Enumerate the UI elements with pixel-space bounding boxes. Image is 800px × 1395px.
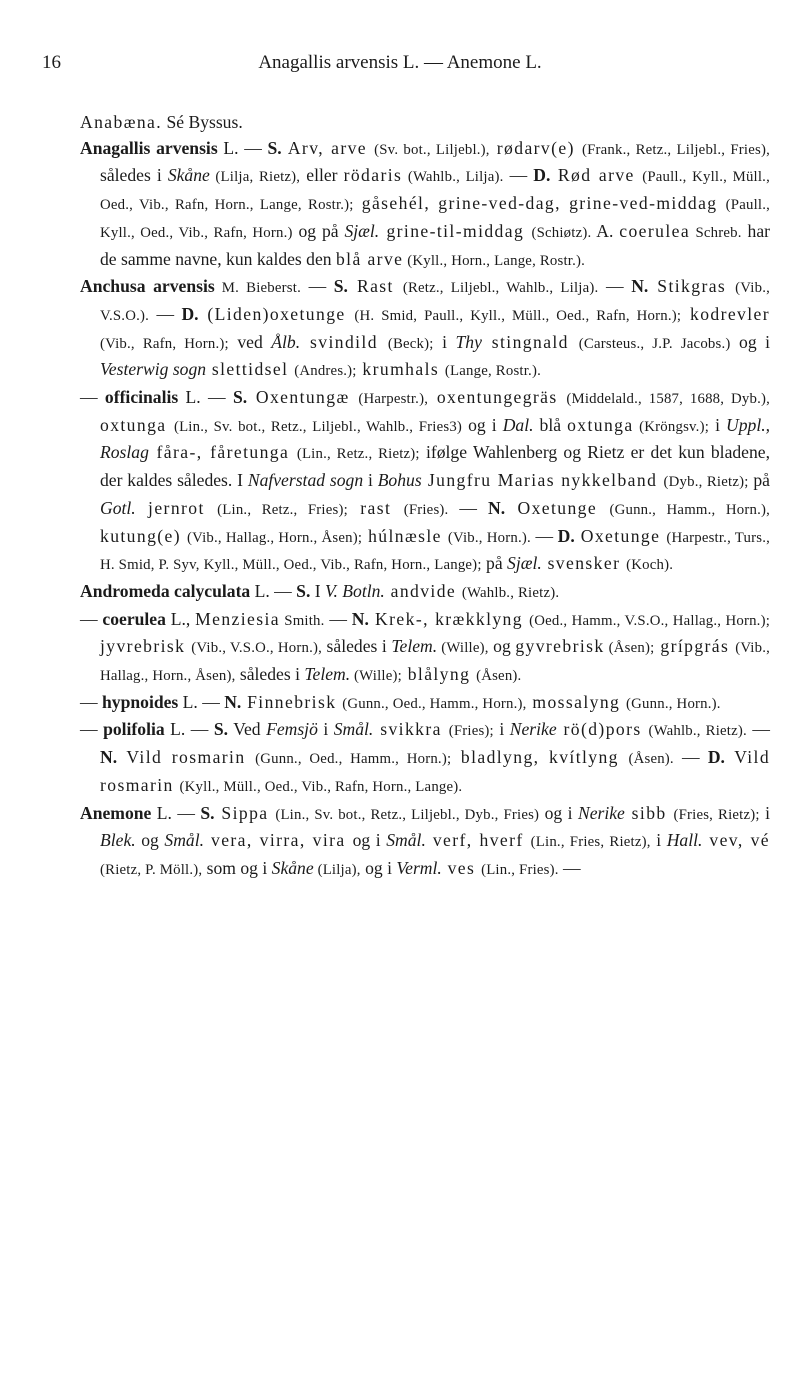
text: — bbox=[598, 276, 632, 297]
vernacular-name: Jungfru Marias nykkelband bbox=[421, 470, 664, 491]
vernacular-name: svikkra bbox=[373, 719, 449, 740]
source-citation: (Middelald., 1587, 1688, Dyb.), bbox=[566, 391, 770, 408]
language-mark: N. bbox=[351, 608, 369, 629]
text: i bbox=[650, 830, 667, 851]
vernacular-name: jernrot bbox=[135, 497, 218, 518]
vernacular-name: blå arve bbox=[335, 248, 404, 269]
text: på bbox=[481, 553, 508, 574]
text: L. — bbox=[217, 137, 268, 158]
text: L. — bbox=[164, 719, 214, 740]
place-name: V. Botln. bbox=[325, 580, 385, 601]
source-citation: (Sv. bot., Liljebl.), bbox=[374, 141, 490, 158]
text: i bbox=[317, 719, 334, 740]
place-name: Hall. bbox=[666, 830, 703, 851]
entry-andromeda-polifolia bbox=[80, 717, 770, 800]
place-name: Smål. bbox=[164, 830, 205, 851]
source-citation: (Lilja, Rietz), bbox=[209, 169, 301, 186]
source-citation: (Lin., Sv. bot., Retz., Liljebl., Dyb., Fries) bbox=[275, 806, 540, 823]
place-name: Blek. bbox=[100, 830, 136, 851]
place-name: Bohus bbox=[377, 470, 422, 491]
vernacular-name: verf, hverf bbox=[425, 830, 531, 851]
text: L., bbox=[165, 608, 196, 629]
entry-andromeda bbox=[80, 579, 770, 607]
vernacular-name: gyvrebrisk bbox=[515, 636, 605, 657]
source-citation: (Beck); bbox=[387, 335, 434, 352]
source-citation: (Paull., Kyll., Müll., Oed., Vib., Rafn, Horn., Lange, Rostr.); bbox=[100, 169, 770, 214]
source-citation: (Vib., Horn.). bbox=[447, 529, 531, 546]
text: — bbox=[324, 608, 352, 629]
source-citation: (Oed., Hamm., V.S.O., Hallag., Horn.); bbox=[529, 612, 771, 629]
place-name: Smål. bbox=[333, 719, 374, 740]
source-citation: (Vib., V.S.O.). bbox=[100, 280, 771, 324]
text: — bbox=[673, 747, 708, 768]
vernacular-name: oxtunga bbox=[100, 414, 174, 435]
place-name: Ålb. bbox=[271, 331, 301, 352]
species-name: Menziesia bbox=[195, 608, 280, 629]
language-mark: S. bbox=[333, 276, 348, 297]
place-name: Skåne bbox=[271, 857, 314, 878]
place-name: Dal. bbox=[502, 414, 534, 435]
text: L. — bbox=[151, 802, 201, 823]
text: som og i bbox=[202, 857, 272, 878]
text: og i bbox=[730, 331, 770, 352]
vernacular-name: Oxetunge bbox=[505, 497, 610, 518]
source-citation: (Gunn., Oed., Hamm., Horn.), bbox=[342, 695, 527, 712]
text: — bbox=[80, 719, 104, 740]
source-citation: (Wahlb., Lilja). bbox=[402, 169, 504, 186]
vernacular-name: grine-til-middag bbox=[379, 220, 532, 241]
vernacular-name: rast bbox=[347, 497, 404, 518]
headword: polifolia bbox=[103, 719, 165, 740]
source-citation: (Wille), bbox=[437, 640, 489, 657]
text: — bbox=[746, 719, 770, 740]
vernacular-name: Krek-, krækklyng bbox=[368, 608, 530, 629]
source-citation: (Åsen). bbox=[476, 668, 522, 685]
vernacular-name: (Liden)oxetunge bbox=[198, 303, 355, 324]
text: I bbox=[310, 580, 326, 601]
text: — bbox=[503, 165, 534, 186]
vernacular-name: andvide bbox=[384, 580, 462, 601]
cross-reference: Sé Byssus. bbox=[162, 112, 243, 132]
text: og i bbox=[352, 830, 387, 851]
source-citation: (Carsteus., J.P. Jacobs.) bbox=[578, 335, 731, 352]
running-title: Anagallis arvensis L. — Anemone L. bbox=[258, 52, 542, 73]
source-citation: (Andres.); bbox=[294, 363, 357, 380]
place-name: Skåne bbox=[167, 165, 210, 186]
vernacular-name: svindild bbox=[300, 331, 388, 352]
source-citation: (Lin., Retz., Fries); bbox=[217, 501, 348, 518]
text: således i bbox=[100, 165, 168, 186]
entry-anabaena bbox=[80, 110, 770, 136]
place-name: Gotl. bbox=[100, 497, 136, 518]
vernacular-name: Vild rosmarin bbox=[100, 747, 771, 795]
text: eller bbox=[300, 165, 344, 186]
vernacular-name: rödaris bbox=[343, 165, 403, 186]
language-mark: S. bbox=[232, 387, 248, 408]
vernacular-name: jyvrebrisk bbox=[100, 636, 192, 657]
entry-andromeda-hypnoides bbox=[80, 690, 770, 718]
vernacular-name: vera, virra, vira bbox=[204, 830, 353, 851]
text: og bbox=[135, 830, 165, 851]
source-citation: (Koch). bbox=[626, 557, 674, 574]
place-name: Sjæl. bbox=[507, 553, 542, 574]
entry-anchusa bbox=[80, 274, 770, 385]
source-citation: (Retz., Liljebl., Wahlb., Lilja). bbox=[402, 280, 599, 297]
language-mark: N. bbox=[487, 497, 506, 518]
vernacular-name: vev, vé bbox=[702, 830, 771, 851]
text: ved bbox=[228, 331, 272, 352]
text: L. — bbox=[250, 580, 297, 601]
vernacular-name: krumhals bbox=[356, 359, 445, 380]
source-citation: (Wahlb., Rietz). bbox=[648, 723, 747, 740]
source-citation: (Harpestr., Turs., H. Smid, P. Syv, Kyll., Müll., Oed., Vib., Rafn, Horn., Lange); bbox=[100, 529, 770, 574]
headword: Andromeda calyculata bbox=[80, 580, 251, 601]
entry-anemone bbox=[80, 801, 770, 884]
place-name: Sjæl. bbox=[344, 220, 380, 241]
entry-anagallis bbox=[80, 136, 770, 275]
vernacular-name: gåsehél, grine-ved-dag, grine-ved-middag bbox=[353, 193, 726, 214]
headword: Anagallis arvensis bbox=[80, 137, 218, 158]
vernacular-name: Rast bbox=[347, 276, 403, 297]
text: — bbox=[80, 387, 105, 408]
headword: hypnoides bbox=[102, 691, 179, 712]
text: — bbox=[80, 691, 102, 712]
source-citation: (H. Smid, Paull., Kyll., Müll., Oed., Rafn, Horn.); bbox=[354, 307, 682, 324]
vernacular-name: kodrevler bbox=[681, 303, 771, 324]
vernacular-name: slettidsel bbox=[206, 359, 295, 380]
text: ifølge Wahlenberg og Rietz er det kun bladene, der kaldes således. I bbox=[100, 442, 770, 491]
source-citation: (Harpestr.), bbox=[358, 391, 429, 408]
vernacular-name: grípgrás bbox=[654, 636, 736, 657]
place-name: Nerike bbox=[509, 719, 557, 740]
vernacular-name: kutung(e) bbox=[100, 525, 187, 546]
text: — bbox=[80, 608, 103, 629]
source-citation: Schreb. bbox=[690, 224, 742, 241]
source-citation: (Vib., Rafn, Horn.); bbox=[100, 335, 229, 352]
vernacular-name: svensker bbox=[541, 553, 627, 574]
source-citation: (Schiøtz). bbox=[531, 224, 592, 241]
language-mark: N. bbox=[100, 747, 118, 768]
vernacular-name: ves bbox=[441, 857, 482, 878]
vernacular-name: fåra-, fåretunga bbox=[148, 442, 297, 463]
place-name: Nerike bbox=[577, 802, 625, 823]
source-citation: (Lin., Retz., Rietz); bbox=[296, 446, 420, 463]
source-citation: (Vib., Hallag., Horn., Åsen); bbox=[186, 529, 363, 546]
text: — bbox=[558, 857, 581, 878]
text: og i bbox=[539, 802, 578, 823]
vernacular-name: Finnebrisk bbox=[241, 691, 343, 712]
source-citation: (Kröngsv.); bbox=[633, 418, 710, 435]
language-mark: N. bbox=[224, 691, 242, 712]
vernacular-name: oxtunga bbox=[567, 414, 634, 435]
text: A. bbox=[591, 220, 620, 241]
vernacular-name: Vild rosmarin bbox=[117, 747, 256, 768]
vernacular-name: stingnald bbox=[481, 331, 579, 352]
place-name: Femsjö bbox=[266, 719, 318, 740]
language-mark: N. bbox=[631, 276, 649, 297]
language-mark: D. bbox=[707, 747, 725, 768]
source-citation: (Lin., Fries, Rietz), bbox=[530, 834, 651, 851]
headword: coerulea bbox=[102, 608, 166, 629]
text: i bbox=[709, 414, 727, 435]
place-name: Verml. bbox=[396, 857, 442, 878]
source-citation: (Fries, Rietz); bbox=[673, 806, 760, 823]
source-citation: (Gunn., Hamm., Horn.), bbox=[609, 501, 771, 518]
vernacular-name: Arv, arve bbox=[281, 137, 375, 158]
text: og bbox=[488, 636, 516, 657]
vernacular-name: Rød arve bbox=[550, 165, 643, 186]
species-name: coerulea bbox=[619, 220, 691, 241]
place-name: Nafverstad sogn bbox=[247, 470, 364, 491]
text: — bbox=[300, 276, 334, 297]
place-name: Smål. bbox=[386, 830, 426, 851]
vernacular-name: sibb bbox=[624, 802, 674, 823]
text: L. — bbox=[178, 387, 233, 408]
headword: Anemone bbox=[80, 802, 152, 823]
text: og i bbox=[462, 414, 503, 435]
vernacular-name: Oxentungæ bbox=[247, 387, 359, 408]
language-mark: D. bbox=[557, 525, 575, 546]
vernacular-name: Sippa bbox=[214, 802, 276, 823]
source-citation: (Fries). bbox=[403, 501, 449, 518]
language-mark: S. bbox=[213, 719, 229, 740]
text: og på bbox=[292, 220, 345, 241]
text: har de samme navne, kun kaldes den bbox=[100, 220, 770, 269]
source-citation: (Gunn., Oed., Hamm., Horn.); bbox=[255, 751, 452, 768]
source-citation: M. Bieberst. bbox=[214, 280, 301, 297]
source-citation: (Wille); bbox=[350, 668, 402, 685]
text: blå bbox=[533, 414, 568, 435]
entry-anchusa-officinalis bbox=[80, 385, 770, 579]
vernacular-name: bladlyng, kvítlyng bbox=[451, 747, 629, 768]
text: og i bbox=[360, 857, 397, 878]
source-citation: (Vib., V.S.O., Horn.), bbox=[191, 640, 322, 657]
source-citation: (Vib., Hallag., Horn., Åsen), bbox=[100, 640, 771, 685]
text: således i bbox=[322, 636, 392, 657]
language-mark: S. bbox=[296, 580, 311, 601]
vernacular-name: húlnæsle bbox=[362, 525, 448, 546]
source-citation: (Frank., Retz., Liljebl., Fries), bbox=[581, 141, 770, 158]
place-name: Vesterwig sogn bbox=[100, 359, 207, 380]
language-mark: S. bbox=[200, 802, 215, 823]
text: — bbox=[530, 525, 558, 546]
source-citation: (Wahlb., Rietz). bbox=[461, 584, 560, 601]
text: i bbox=[363, 470, 378, 491]
source-citation: (Gunn., Horn.). bbox=[626, 695, 721, 712]
vernacular-name: oxentungegräs bbox=[428, 387, 567, 408]
source-citation: (Lange, Rostr.). bbox=[444, 363, 541, 380]
place-name: Telem. bbox=[391, 636, 438, 657]
text: — bbox=[448, 497, 488, 518]
source-citation: (Lin., Sv. bot., Retz., Liljebl., Wahlb., Fries3) bbox=[173, 418, 463, 435]
source-citation: (Rietz, P. Möll.), bbox=[100, 861, 203, 878]
source-citation: (Kyll., Müll., Oed., Vib., Rafn, Horn., Lange). bbox=[179, 778, 463, 795]
page-header bbox=[0, 52, 800, 78]
place-name: Uppl., Roslag bbox=[100, 414, 770, 463]
vernacular-name: rødarv(e) bbox=[489, 137, 582, 158]
vernacular-name: blålyng bbox=[401, 664, 477, 685]
source-citation: (Fries); bbox=[448, 723, 494, 740]
source-citation: (Kyll., Horn., Lange, Rostr.). bbox=[403, 252, 586, 269]
text: Ved bbox=[228, 719, 267, 740]
text: — bbox=[149, 303, 182, 324]
headword: officinalis bbox=[104, 387, 179, 408]
text: således i bbox=[235, 664, 305, 685]
source-citation: (Lin., Fries). bbox=[481, 861, 559, 878]
text: i bbox=[493, 719, 510, 740]
text: i bbox=[433, 331, 456, 352]
vernacular-name: Oxetunge bbox=[574, 525, 667, 546]
source-citation: (Åsen); bbox=[604, 640, 655, 657]
vernacular-name: rö(d)pors bbox=[556, 719, 649, 740]
text: i bbox=[759, 802, 770, 823]
page-number: 16 bbox=[42, 52, 61, 73]
language-mark: S. bbox=[267, 137, 282, 158]
entry-andromeda-coerulea bbox=[80, 607, 770, 690]
source-citation: Smith. bbox=[279, 612, 325, 629]
dictionary-body bbox=[80, 110, 770, 884]
place-name: Thy bbox=[455, 331, 482, 352]
headword: Anabæna. bbox=[80, 112, 163, 132]
text: L. — bbox=[178, 691, 225, 712]
language-mark: D. bbox=[533, 165, 551, 186]
vernacular-name: Stikgras bbox=[648, 276, 736, 297]
source-citation: (Åsen). bbox=[628, 751, 674, 768]
source-citation: (Paull., Kyll., Oed., Vib., Rafn, Horn.) bbox=[100, 197, 770, 241]
vernacular-name: mossalyng bbox=[526, 691, 627, 712]
place-name: Telem. bbox=[304, 664, 351, 685]
text: på bbox=[748, 470, 770, 491]
language-mark: D. bbox=[181, 303, 199, 324]
source-citation: (Dyb., Rietz); bbox=[663, 474, 749, 491]
headword: Anchusa arvensis bbox=[80, 276, 215, 297]
source-citation: (Lilja), bbox=[313, 861, 361, 878]
